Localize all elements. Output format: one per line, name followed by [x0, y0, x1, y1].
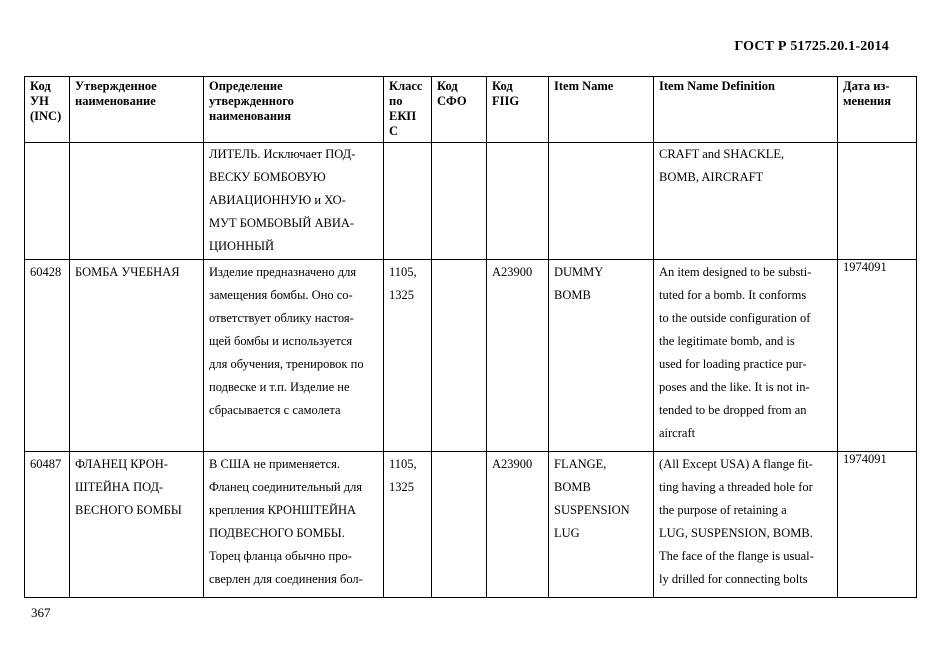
class-cell	[384, 452, 432, 598]
cell-line: для обучения, тренировок по	[209, 357, 364, 371]
cell-line: В США не применяется.	[209, 457, 341, 471]
cell-line: 60487	[30, 457, 62, 471]
cell-line: 1105,	[389, 457, 417, 471]
header-line: Класс	[389, 79, 423, 93]
cell-line: LUG	[554, 526, 580, 540]
cell-line: Изделие предназначено для	[209, 265, 357, 279]
date-cell	[838, 143, 917, 260]
item-name-cell	[549, 143, 654, 260]
cell-line: 1325	[389, 288, 414, 302]
date-cell	[838, 260, 917, 452]
cell-line: Фланец соединительный для	[209, 480, 363, 494]
cell-line: ВЕСКУ БОМБОВУЮ	[209, 170, 326, 184]
header-class	[384, 77, 432, 143]
header-item-name-definition	[654, 77, 838, 143]
cell-line: DUMMY	[554, 265, 604, 279]
cell-line: tended to be dropped from an	[659, 403, 807, 417]
cell-line: замещения бомбы. Оно со-	[209, 288, 353, 302]
fiig-cell	[487, 143, 549, 260]
header-line: Item Name	[554, 79, 614, 93]
cell-line: BOMB	[554, 288, 591, 302]
definition-cell	[204, 260, 384, 452]
header-sfo-code	[432, 77, 487, 143]
class-cell	[384, 143, 432, 260]
cell-line: щей бомбы и используется	[209, 334, 353, 348]
cell-line: ЦИОННЫЙ	[209, 239, 275, 253]
cell-line: LUG, SUSPENSION, BOMB.	[659, 526, 813, 540]
item-name-cell	[549, 260, 654, 452]
header-line: Код	[492, 79, 513, 93]
header-change-date	[838, 77, 917, 143]
inc-cell	[25, 260, 70, 452]
class-cell	[384, 260, 432, 452]
header-line: наименования	[209, 109, 292, 123]
cell-line: (All Except USA) A flange fit-	[659, 457, 813, 471]
cell-line: A23900	[492, 457, 533, 471]
cell-line: ответствует облику настоя-	[209, 311, 354, 325]
cell-line: The face of the flange is usual-	[659, 549, 814, 563]
cell-line: 1105,	[389, 265, 417, 279]
cell-line: сбрасывается с самолета	[209, 403, 341, 417]
definition-cell	[204, 143, 384, 260]
inc-table	[24, 76, 917, 598]
inc-cell	[25, 143, 70, 260]
header-line: по	[389, 94, 403, 108]
fiig-cell	[487, 260, 549, 452]
cell-line: подвеске и т.п. Изделие не	[209, 380, 350, 394]
header-line: (INC)	[30, 109, 62, 123]
item-name-cell	[549, 452, 654, 598]
header-line: утвержденного	[209, 94, 294, 108]
table-row	[25, 260, 917, 452]
header-inc	[25, 77, 70, 143]
header-line: Код	[30, 79, 51, 93]
cell-line: 60428	[30, 265, 62, 279]
approved-name-cell	[70, 260, 204, 452]
header-item-name	[549, 77, 654, 143]
approved-name-cell	[70, 452, 204, 598]
cell-line: БОМБА УЧЕБНАЯ	[75, 265, 180, 279]
header-fiig-code	[487, 77, 549, 143]
cell-line: ting having a threaded hole for	[659, 480, 813, 494]
header-name-definition	[204, 77, 384, 143]
header-line: Дата из-	[843, 79, 890, 93]
header-line: Утвержденное	[75, 79, 157, 93]
item-definition-cell	[654, 143, 838, 260]
cell-line: SUSPENSION	[554, 503, 630, 517]
cell-line: the legitimate bomb, and is	[659, 334, 795, 348]
cell-line: МУТ БОМБОВЫЙ АВИА-	[209, 216, 355, 230]
cell-line: An item designed to be substi-	[659, 265, 812, 279]
cell-line: BOMB, AIRCRAFT	[659, 170, 764, 184]
header-line: ЕКП	[389, 109, 417, 123]
table-row	[25, 143, 917, 260]
cell-line: ШТЕЙНА ПОД-	[75, 480, 164, 494]
header-line: Item Name Definition	[659, 79, 775, 93]
header-line: СФО	[437, 94, 467, 108]
header-approved-name	[70, 77, 204, 143]
cell-line: ПОДВЕСНОГО БОМБЫ.	[209, 526, 345, 540]
sfo-cell	[432, 260, 487, 452]
inc-cell	[25, 452, 70, 598]
cell-line: ФЛАНЕЦ КРОН-	[75, 457, 168, 471]
item-definition-cell	[654, 260, 838, 452]
sfo-cell	[432, 452, 487, 598]
table-row	[25, 452, 917, 598]
cell-line: CRAFT and SHACKLE,	[659, 147, 785, 161]
cell-line: ЛИТЕЛЬ. Исключает ПОД-	[209, 147, 356, 161]
header-line: УН	[30, 94, 49, 108]
header-line: FIIG	[492, 94, 520, 108]
cell-line: A23900	[492, 265, 533, 279]
cell-line: BOMB	[554, 480, 591, 494]
fiig-cell	[487, 452, 549, 598]
cell-line: ly drilled for connecting bolts	[659, 572, 808, 586]
header-line: Определение	[209, 79, 283, 93]
cell-line: сверлен для соединения бол-	[209, 572, 363, 586]
cell-line: tuted for a bomb. It conforms	[659, 288, 807, 302]
document-standard-number: ГОСТ Р 51725.20.1-2014	[734, 39, 889, 54]
definition-cell	[204, 452, 384, 598]
cell-line: aircraft	[659, 426, 696, 440]
cell-line: крепления КРОНШТЕЙНА	[209, 503, 357, 517]
cell-line: used for loading practice pur-	[659, 357, 807, 371]
approved-name-cell	[70, 143, 204, 260]
cell-line: АВИАЦИОННУЮ и ХО-	[209, 193, 346, 207]
cell-line: to the outside configuration of	[659, 311, 811, 325]
cell-line: FLANGE,	[554, 457, 607, 471]
header-line: Код	[437, 79, 458, 93]
cell-line: 1325	[389, 480, 414, 494]
date-cell	[838, 452, 917, 598]
header-line: наименование	[75, 94, 156, 108]
cell-line: the purpose of retaining a	[659, 503, 787, 517]
cell-line: poses and the like. It is not in-	[659, 380, 810, 394]
page-number: 367	[31, 605, 51, 620]
sfo-cell	[432, 143, 487, 260]
cell-line: ВЕСНОГО БОМБЫ	[75, 503, 182, 517]
table-header-row	[25, 77, 917, 143]
cell-line: Торец фланца обычно про-	[209, 549, 352, 563]
cell-line: 1974091	[843, 260, 887, 274]
header-line: С	[389, 124, 399, 138]
header-line: менения	[843, 94, 891, 108]
cell-line: 1974091	[843, 452, 887, 466]
item-definition-cell	[654, 452, 838, 598]
